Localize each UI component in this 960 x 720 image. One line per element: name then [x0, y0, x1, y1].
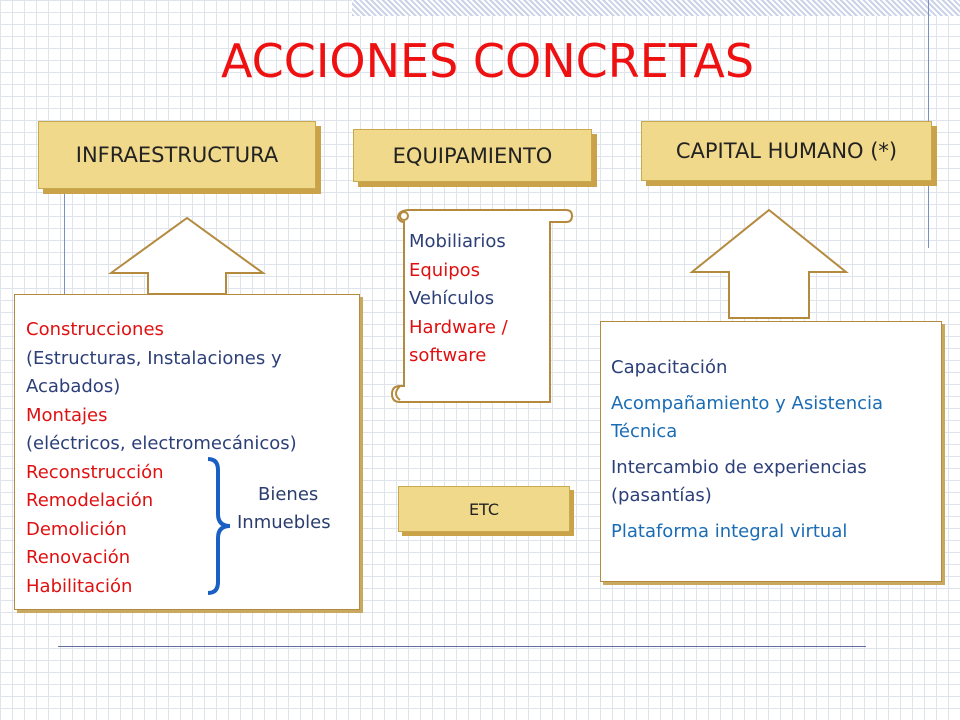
capital-items-line: (pasantías)	[611, 485, 712, 506]
equip-items-line: software	[409, 345, 487, 366]
infra-items-line: Reconstrucción	[26, 461, 164, 483]
capital-items-line: Plataforma integral virtual	[611, 521, 848, 542]
infra-items-line: (Estructuras, Instalaciones y	[26, 347, 282, 369]
infra-items-line: Remodelación	[26, 490, 154, 511]
capital-items-line: Capacitación	[611, 357, 728, 378]
capital-items-line: Técnica	[611, 421, 678, 442]
up-arrow-icon-infraestructura	[108, 216, 268, 296]
infra-items-line: Habilitación	[26, 575, 133, 597]
infra-items-line: Demolición	[26, 518, 127, 540]
category-equipamiento: EQUIPAMIENTO	[353, 129, 592, 182]
infra-items-line: Montajes	[26, 404, 108, 426]
decorative-hatch-band	[352, 0, 960, 16]
equip-items-line: Equipos	[409, 259, 481, 281]
infra-items-line: Acabados)	[26, 376, 121, 397]
page-title: ACCIONES CONCRETAS	[220, 34, 755, 88]
bienes-label: Bienes	[258, 484, 319, 505]
equip-items-line: Vehículos	[409, 288, 495, 309]
equip-items-line: Hardware /	[409, 316, 508, 338]
up-arrow-icon-capital-humano	[689, 208, 849, 320]
category-capital-humano: CAPITAL HUMANO (*)	[641, 121, 932, 181]
infra-items-line: Renovación	[26, 547, 131, 568]
equip-items-line: Mobiliarios	[409, 231, 506, 252]
category-infraestructura: INFRAESTRUCTURA	[38, 121, 316, 189]
inmuebles-label: Inmuebles	[237, 512, 331, 533]
capital-items-line: Intercambio de experiencias	[611, 457, 867, 478]
brace-icon	[202, 456, 232, 596]
decorative-bottom-line	[58, 646, 866, 647]
infra-items-line: (eléctricos, electromecánicos)	[26, 433, 297, 454]
decorative-vertical-line-left	[64, 188, 65, 306]
capital-items-line: Acompañamiento y Asistencia	[611, 393, 884, 414]
infra-items-line: Construcciones	[26, 319, 164, 340]
etc-box: ETC	[398, 486, 570, 532]
